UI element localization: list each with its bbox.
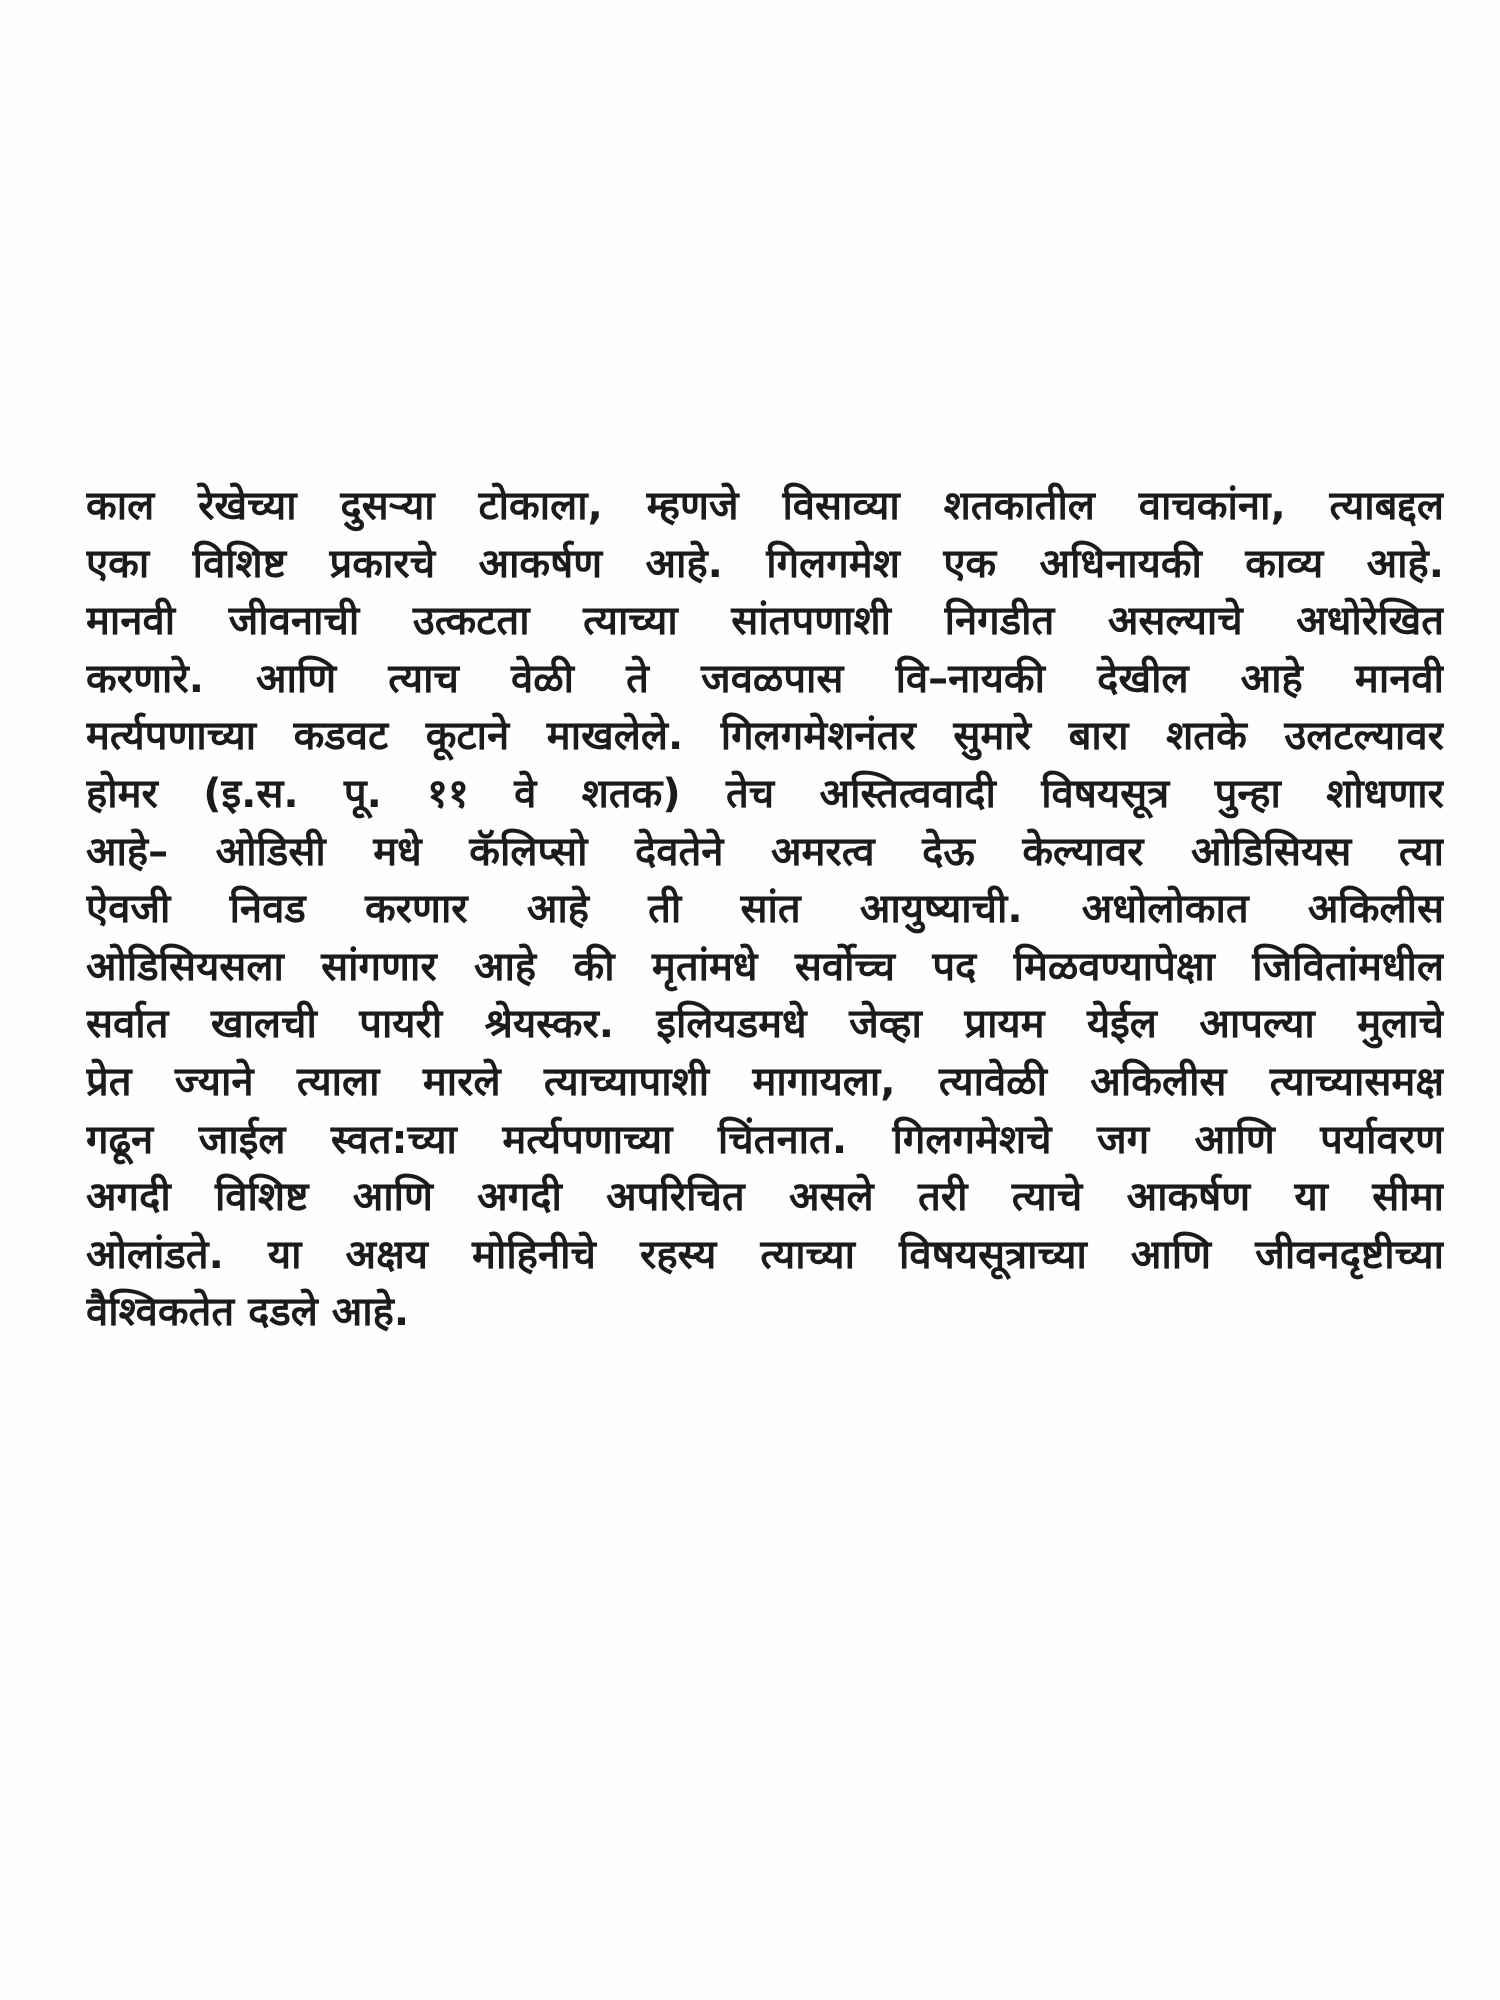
text-line: करणारे. आणि त्याच वेळी ते जवळपास वि–नायकी देखील आहे मानवी: [86, 655, 1444, 702]
text-line: ओलांडते. या अक्षय मोहिनीचे रहस्य त्याच्या विषयसूत्राच्या आणि जीवनदृष्टीच्या: [86, 1231, 1444, 1278]
text-line: मर्त्यपणाच्या कडवट कूटाने माखलेले. गिलगमेशनंतर सुमारे बारा शतके उलटल्यावर: [86, 713, 1444, 760]
paragraph: [86, 478, 1444, 1342]
text-line: ओडिसियसला सांगणार आहे की मृतांमधे सर्वोच्च पद मिळवण्यापेक्षा जिवितांमधील: [86, 943, 1444, 990]
text-line-last: वैश्विकतेत दडले आहे.: [86, 1289, 410, 1336]
text-line: अगदी विशिष्ट आणि अगदी अपरिचित असले तरी त्याचे आकर्षण या सीमा: [86, 1174, 1444, 1221]
text-line: आहे– ओडिसी मधे कॅलिप्सो देवतेने अमरत्व देऊ केल्यावर ओडिसियस त्या: [86, 828, 1444, 875]
text-line: काल रेखेच्या दुसऱ्या टोकाला, म्हणजे विसाव्या शतकातील वाचकांना, त्याबद्दल: [86, 483, 1444, 529]
text-line: प्रेत ज्याने त्याला मारले त्याच्यापाशी मागायला, त्यावेळी अकिलीस त्याच्यासमक्ष: [86, 1058, 1444, 1105]
text-line: होमर (इ.स. पू. ११ वे शतक) तेच अस्तित्ववादी विषयसूत्र पुन्हा शोधणार: [86, 770, 1444, 817]
text-line: एका विशिष्ट प्रकारचे आकर्षण आहे. गिलगमेश एक अधिनायकी काव्य आहे.: [86, 540, 1444, 587]
text-line: ऐवजी निवड करणार आहे ती सांत आयुष्याची. अधोलोकात अकिलीस: [86, 886, 1444, 933]
text-line: मानवी जीवनाची उत्कटता त्याच्या सांतपणाशी निगडीत असल्याचे अधोरेखित: [86, 598, 1444, 645]
text-line: सर्वात खालची पायरी श्रेयस्कर. इलियडमधे जेव्हा प्रायम येईल आपल्या मुलाचे: [86, 1001, 1444, 1048]
text-line: गढून जाईल स्वत:च्या मर्त्यपणाच्या चिंतनात. गिलगमेशचे जग आणि पर्यावरण: [86, 1116, 1444, 1163]
